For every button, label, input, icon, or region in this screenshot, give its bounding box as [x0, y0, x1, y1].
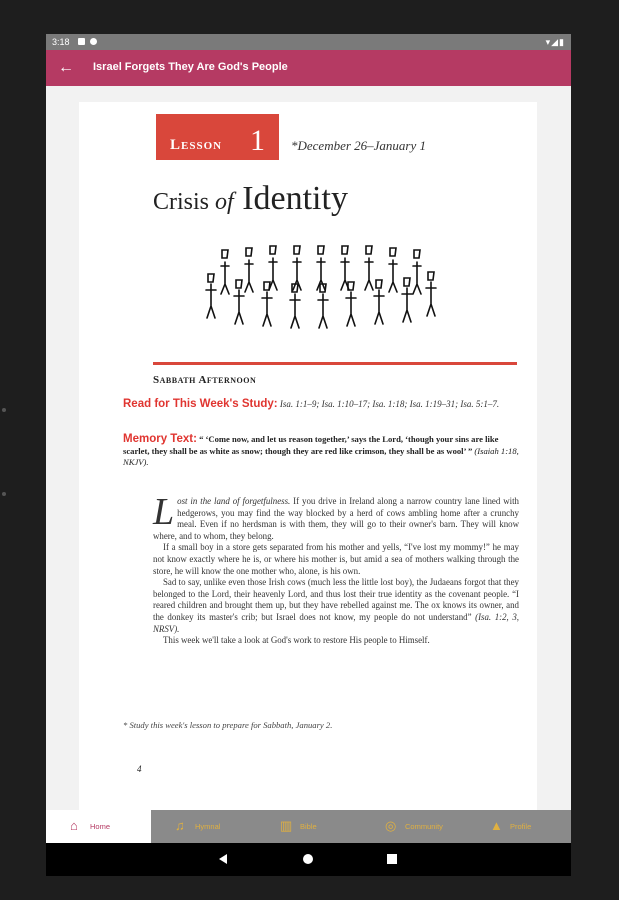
paragraph [153, 577, 519, 635]
app-bar [46, 50, 571, 86]
figure-row-back [221, 246, 421, 294]
back-triangle-icon[interactable] [219, 854, 227, 864]
notification-icon [78, 38, 85, 45]
home-circle-icon[interactable] [303, 854, 313, 864]
reading-heading: Read for This Week's Study: [123, 398, 278, 410]
paragraph-text: If you drive in Ireland along a narrow country lane lined with hedgerows, you may find the way blocked by a herd of cows ambling home after a crunchy meal. Even if no herdsman is with them, they will go to their owner's barn. They will know where, and to whom, they belong. [153, 496, 519, 541]
nav-bible[interactable] [256, 810, 361, 843]
memory-block [123, 434, 519, 469]
nav-label: Hymnal [195, 822, 221, 831]
person-icon: ▲ [490, 818, 503, 833]
nav-label: Home [90, 822, 111, 831]
nav-hymnal[interactable] [151, 810, 256, 843]
page-number: 4 [137, 764, 142, 774]
nav-profile[interactable] [466, 810, 571, 843]
arrow-left-icon[interactable]: ← [58, 59, 74, 76]
paragraph-text: Sad to say, unlike even those Irish cows (much less the little lost boy), the Judaeans forgot that they belonged to the Lord, their heavenly Lord, and thus lost their true identity as the covenant people. “I reared children and brought them up, but they have rebelled against me. The ox knows its owner, and the donkey its master's crib; but Israel does not know, my people do not understand” [153, 577, 519, 622]
paragraph-cite: (Isa. 1:2, 3, NRSV). [153, 611, 519, 634]
paragraph: If a small boy in a store gets separated from his mother and yells, “I've lost my mommy!” he may not know exactly where he is, or where his mother is, but amid a sea of mothers walking through the store, he will know the one mother who, alone, is his own. [153, 542, 519, 576]
battery-signal-icon: ▾◢▮ [545, 37, 565, 47]
nav-label: Profile [510, 822, 532, 831]
lesson-page[interactable] [79, 102, 537, 810]
nav-community[interactable] [361, 810, 466, 843]
nav-home[interactable] [46, 810, 151, 843]
lesson-label: Lesson [170, 137, 223, 153]
memory-text: “ ‘Come now, and let us reason together,’ says the Lord, ‘though your sins are like scarlet, they shall be as white as snow; though they are red like crimson, they shall be as wool’ ” [123, 434, 499, 456]
drop-cap: L [153, 491, 175, 533]
edge-dot [2, 408, 6, 412]
title-of: of [215, 189, 234, 215]
status-bar [46, 34, 571, 50]
memory-heading: Memory Text: [123, 433, 197, 445]
notification-icon [90, 38, 97, 45]
section-heading: Sabbath Afternoon [153, 374, 257, 386]
system-navigation-bar [46, 843, 571, 876]
status-time: 3:18 [52, 37, 70, 47]
lesson-body [153, 491, 519, 647]
device-screen [46, 34, 571, 876]
recents-square-icon[interactable] [387, 854, 397, 864]
book-icon: ▥ [280, 818, 293, 833]
globe-icon: ◎ [385, 818, 397, 833]
lesson-title [153, 180, 348, 218]
paragraph-lead: ost in the land of forgetfulness. [177, 496, 291, 506]
home-icon: ⌂ [70, 818, 78, 833]
title-pre: Crisis [153, 189, 216, 215]
lesson-dates: *December 26–January 1 [291, 138, 427, 153]
title-main: Identity [233, 180, 348, 217]
edge-dot [2, 492, 6, 496]
reading-block [123, 398, 523, 410]
lesson-badge [156, 114, 279, 160]
section-divider [153, 362, 517, 365]
memory-cite: (Isaiah 1:18, NKJV). [123, 445, 519, 467]
reading-refs: Isa. 1:1–9; Isa. 1:10–17; Isa. 1:18; Isa. 1:19–31; Isa. 5:1–7. [277, 399, 500, 409]
people-illustration [197, 242, 447, 332]
nav-label: Bible [300, 822, 317, 831]
bottom-navigation [46, 810, 571, 843]
music-note-icon: ♫ [175, 818, 185, 833]
footnote: * Study this week's lesson to prepare for Sabbath, January 2. [123, 720, 333, 730]
page-title: Israel Forgets They Are God's People [93, 61, 288, 73]
nav-label: Community [405, 822, 443, 831]
paragraph [153, 491, 519, 542]
lesson-number: 1 [250, 124, 265, 157]
paragraph: This week we'll take a look at God's work to restore His people to Himself. [163, 635, 430, 646]
